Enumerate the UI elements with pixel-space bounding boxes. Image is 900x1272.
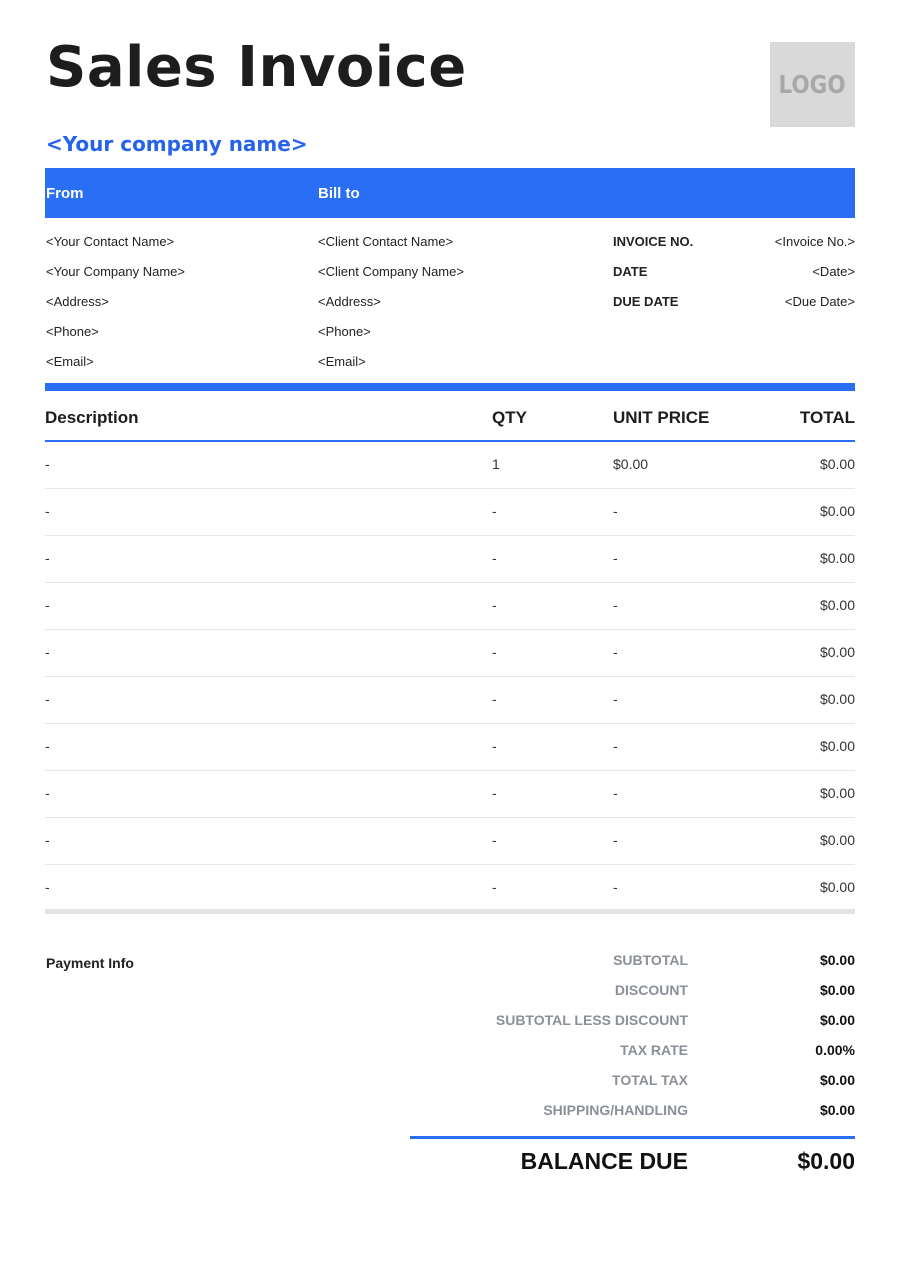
item-qty: - <box>492 550 497 566</box>
col-unit-price-header: UNIT PRICE <box>613 408 710 427</box>
from-company-name: <Your Company Name> <box>46 264 185 279</box>
shipping-row <box>420 1098 855 1128</box>
section-divider <box>45 383 855 391</box>
shipping-label: SHIPPING/HANDLING <box>543 1102 688 1118</box>
discount-row <box>420 978 855 1008</box>
item-total: $0.00 <box>819 785 855 801</box>
client-company-name: <Client Company Name> <box>318 264 464 279</box>
item-total: $0.00 <box>819 644 855 660</box>
item-description: - <box>45 879 50 895</box>
invoice-no-value: <Invoice No.> <box>774 234 855 249</box>
invoice-title: Sales Invoice <box>46 35 467 100</box>
total-tax-row <box>420 1068 855 1098</box>
item-description: - <box>45 691 50 707</box>
total-tax-label: TOTAL TAX <box>612 1072 688 1088</box>
item-description: - <box>45 550 50 566</box>
balance-due-label: BALANCE DUE <box>520 1148 688 1174</box>
totals-summary <box>420 948 855 1128</box>
table-row <box>45 442 855 489</box>
date-label: DATE <box>613 264 648 279</box>
shipping-value: $0.00 <box>819 1102 855 1118</box>
client-email: <Email> <box>318 354 366 369</box>
client-address: <Address> <box>318 294 381 309</box>
from-contact-name: <Your Contact Name> <box>46 234 175 249</box>
item-description: - <box>45 738 50 754</box>
item-qty: - <box>492 879 497 895</box>
tax-rate-row <box>420 1038 855 1068</box>
table-header <box>45 406 855 440</box>
logo-text: LOGO <box>778 70 847 99</box>
item-total: $0.00 <box>819 456 855 472</box>
col-description-header: Description <box>45 408 139 427</box>
item-qty: - <box>492 597 497 613</box>
col-total-header: TOTAL <box>799 408 855 427</box>
line-items <box>45 442 855 912</box>
invoice-meta-labels <box>613 227 693 317</box>
payment-info-label: Payment Info <box>46 955 134 971</box>
item-unit-price: - <box>613 879 618 895</box>
table-row <box>45 865 855 912</box>
subtotal-row <box>420 948 855 978</box>
discount-value: $0.00 <box>819 982 855 998</box>
item-total: $0.00 <box>819 738 855 754</box>
item-unit-price: - <box>613 738 618 754</box>
item-total: $0.00 <box>819 503 855 519</box>
item-unit-price: - <box>613 832 618 848</box>
table-row <box>45 818 855 865</box>
date-value: <Date> <box>812 264 855 279</box>
item-unit-price: - <box>613 691 618 707</box>
company-name: <Your company name> <box>46 132 308 156</box>
item-qty: - <box>492 832 497 848</box>
item-total: $0.00 <box>819 550 855 566</box>
table-row <box>45 771 855 818</box>
logo-placeholder <box>770 42 855 127</box>
item-unit-price: - <box>613 503 618 519</box>
item-total: $0.00 <box>819 691 855 707</box>
invoice-meta-values <box>715 227 855 317</box>
item-qty: - <box>492 738 497 754</box>
subtotal-less-discount-label: SUBTOTAL LESS DISCOUNT <box>495 1012 688 1028</box>
item-qty: - <box>492 644 497 660</box>
item-total: $0.00 <box>819 832 855 848</box>
item-description: - <box>45 456 50 472</box>
table-end-rule <box>45 909 855 914</box>
discount-label: DISCOUNT <box>614 982 688 998</box>
client-phone: <Phone> <box>318 324 371 339</box>
from-phone: <Phone> <box>46 324 99 339</box>
header-band <box>45 168 855 218</box>
from-label: From <box>46 185 84 202</box>
item-qty: - <box>492 691 497 707</box>
from-address: <Address> <box>46 294 109 309</box>
item-unit-price: - <box>613 550 618 566</box>
item-description: - <box>45 644 50 660</box>
bill-to-label: Bill to <box>318 185 360 202</box>
total-tax-value: $0.00 <box>819 1072 855 1088</box>
item-unit-price: $0.00 <box>613 456 649 472</box>
table-row <box>45 536 855 583</box>
item-unit-price: - <box>613 785 618 801</box>
item-total: $0.00 <box>819 879 855 895</box>
table-row <box>45 583 855 630</box>
client-contact-name: <Client Contact Name> <box>318 234 454 249</box>
tax-rate-label: TAX RATE <box>620 1042 688 1058</box>
from-email: <Email> <box>46 354 94 369</box>
item-qty: - <box>492 785 497 801</box>
col-qty-header: QTY <box>492 408 527 427</box>
invoice-no-label: INVOICE NO. <box>613 234 694 249</box>
table-row <box>45 677 855 724</box>
table-row <box>45 724 855 771</box>
table-row <box>45 630 855 677</box>
item-unit-price: - <box>613 644 618 660</box>
table-row <box>45 489 855 536</box>
due-date-label: DUE DATE <box>613 294 679 309</box>
item-description: - <box>45 785 50 801</box>
item-description: - <box>45 597 50 613</box>
balance-due-value: $0.00 <box>797 1148 855 1174</box>
item-qty: - <box>492 503 497 519</box>
from-details <box>46 227 185 377</box>
subtotal-value: $0.00 <box>819 952 855 968</box>
balance-rule <box>410 1136 855 1139</box>
item-unit-price: - <box>613 597 618 613</box>
tax-rate-value: 0.00% <box>815 1042 855 1058</box>
due-date-value: <Due Date> <box>784 294 855 309</box>
item-description: - <box>45 832 50 848</box>
item-total: $0.00 <box>819 597 855 613</box>
item-qty: 1 <box>492 456 500 472</box>
bill-to-details <box>318 227 464 377</box>
subtotal-less-discount-value: $0.00 <box>819 1012 855 1028</box>
item-description: - <box>45 503 50 519</box>
subtotal-label: SUBTOTAL <box>613 952 688 968</box>
subtotal-less-discount-row <box>420 1008 855 1038</box>
